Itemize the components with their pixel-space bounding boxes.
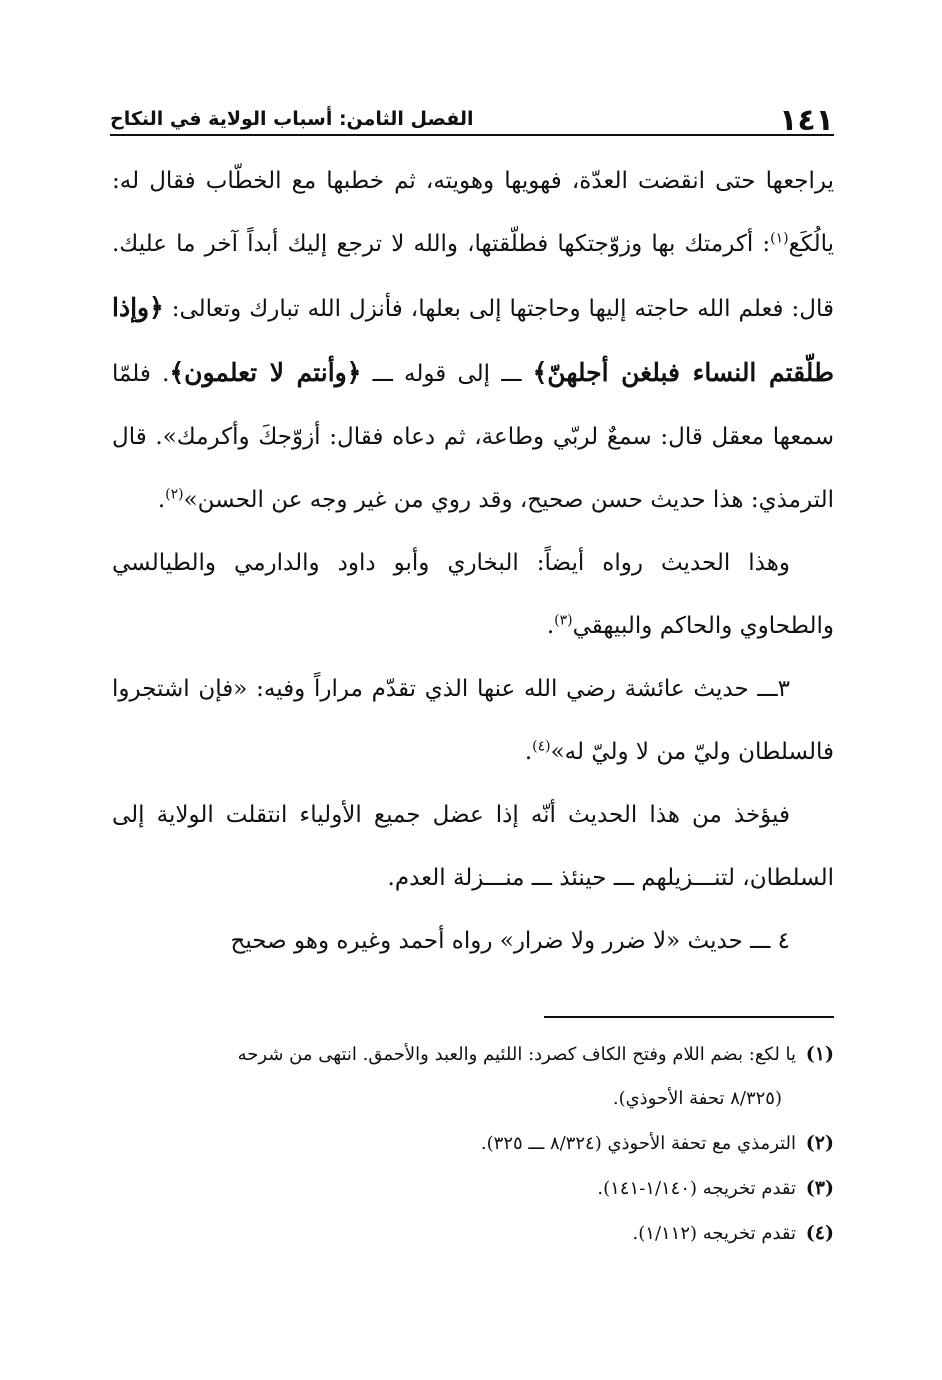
text-segment: . فلمّا سمعها معقل قال: سمعٌ لربّي وطاعة، ثم دعاه فقال: أزوّجكَ وأكرمك». قال الترمذي: هذا حديث حسن صحيح، وقد روي من غير وجه عن الحسن»: [112, 361, 834, 513]
footnote-ref-1: (١): [770, 230, 789, 247]
footnote-4: [112, 1211, 834, 1256]
footnote-1: [112, 1032, 834, 1077]
main-text: [112, 150, 834, 973]
footnote-number: (٢): [805, 1132, 834, 1154]
paragraph-4: فيؤخذ من هذا الحديث أنّه إذا عضل جميع الأولياء انتقلت الولاية إلى السلطان، لتنـــزيلهم ـــ حينئذ ـــ منـــزلة العدم.: [112, 802, 834, 891]
text-segment: .: [524, 739, 533, 765]
footnote-text: تقدم تخريجه (١/١٤٠-١٤١).: [597, 1178, 797, 1199]
text-segment: يراجعها حتى انقضت العدّة، فهويها وهويته، ثم خطبها مع الخطّاب فقال له: يالُكَع: [112, 168, 834, 257]
text-segment: : أكرمتك بها وزوّجتكها فطلّقتها، والله لا ترجع إليك أبداً آخر ما عليك. قال: فعلم الله حاجته إليها وحاجتها إلى بعلها، فأنزل الله تبارك وتعالى:: [112, 231, 834, 322]
running-title: الفصل الثامن: أسباب الولاية في النكاح: [110, 108, 474, 130]
footnote-text: الترمذي مع تحفة الأحوذي (٨/٣٢٤ ـــ ٣٢٥).: [480, 1133, 797, 1154]
paragraph-1: [112, 150, 834, 532]
footnote-number: (٣): [805, 1177, 834, 1199]
page-number: ١٤١: [779, 103, 834, 138]
footnote-2: [112, 1121, 834, 1166]
footnote-ref-4: (٤): [532, 738, 551, 755]
footnote-number: (٤): [805, 1222, 834, 1244]
text-segment: ـــ إلى قوله ـــ: [361, 361, 533, 387]
paragraph-2: [112, 532, 834, 658]
text-segment: وهذا الحديث رواه أيضاً: البخاري وأبو داود والدارمي والطيالسي والطحاوي والحاكم والبيهقي: [112, 550, 834, 639]
footnotes: [112, 1032, 834, 1256]
footnote-text: يا لكع: بضم اللام وفتح الكاف كصرد: اللئيم والعبد والأحمق. انتهى من شرحه: [237, 1044, 797, 1065]
footnote-ref-3: (٣): [554, 612, 573, 629]
footnote-number: (١): [805, 1043, 834, 1065]
text-segment: .: [157, 487, 166, 513]
quran-verse-2: ﴿وأنتم لا تعلمون﴾: [169, 358, 362, 387]
footnote-3: [112, 1166, 834, 1211]
page-header: [110, 100, 834, 136]
paragraph-5: ٤ ـــ حديث «لا ضرر ولا ضرار» رواه أحمد وغيره وهو صحيح: [230, 928, 790, 954]
text-segment: ٣ـــ حديث عائشة رضي الله عنها الذي تقدّم مراراً وفيه: «فإن اشتجروا فالسلطان وليّ من لا وليّ له»: [112, 676, 834, 765]
paragraph-3: [112, 658, 834, 784]
footnote-text: تقدم تخريجه (١/١١٢).: [632, 1223, 797, 1244]
text-segment: .: [546, 613, 555, 639]
footnote-divider: [544, 1016, 834, 1018]
footnote-1-continuation: (٨/٣٢٥ تحفة الأحوذي).: [612, 1088, 782, 1109]
footnote-ref-2: (٢): [165, 486, 184, 503]
quran-verse-1: ﴿وإذا طلّقتم النساء فبلغن أجلهنّ﴾: [112, 293, 834, 387]
